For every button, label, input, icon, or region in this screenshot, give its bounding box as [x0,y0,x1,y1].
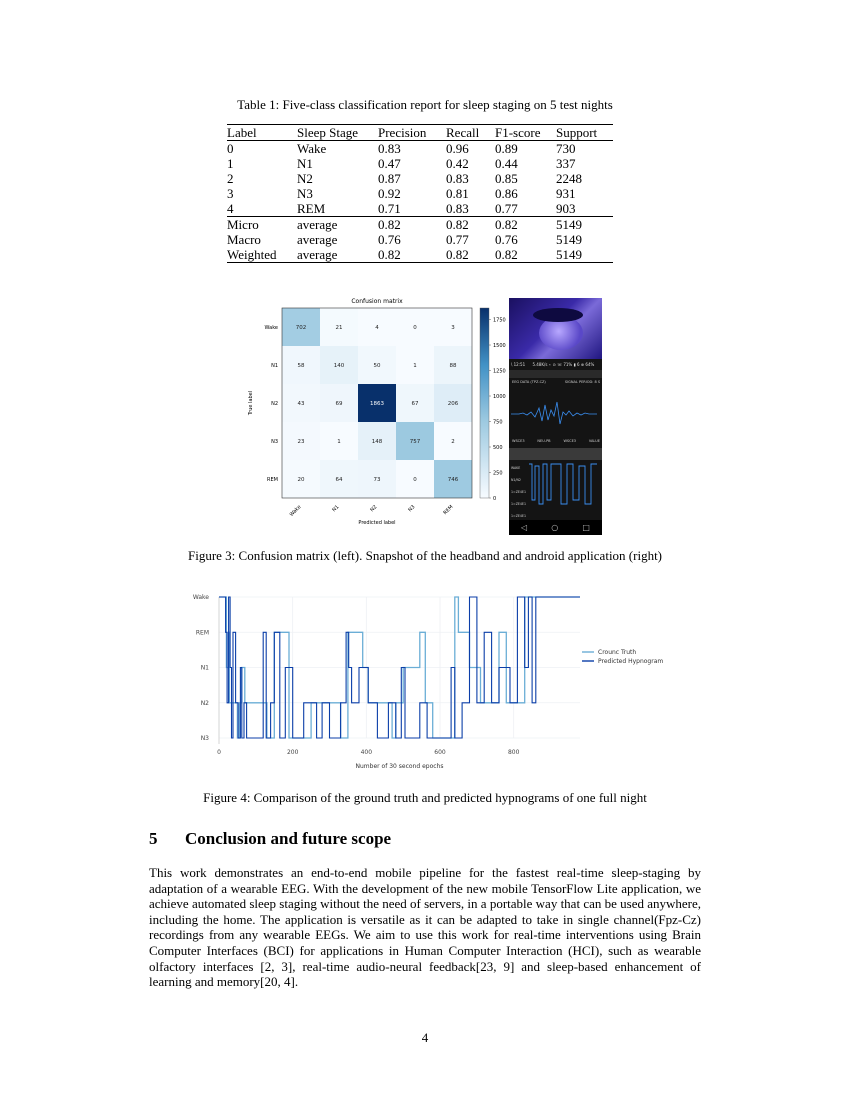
table-caption: Table 1: Five-class classification report for sleep staging on 5 test nights [237,97,613,112]
android-app-snapshot [509,298,602,535]
colorbar-tick-label: 500 [493,444,503,451]
matrix-value-label: 0 [413,325,417,331]
eeg-label-left: EEG DATA (TPZ-CZ) [512,380,546,384]
matrix-value-label: 20 [297,477,305,483]
phone-hypnogram-plot [527,460,599,512]
table-cell: 0.89 [495,141,518,156]
section-number: 5 [149,829,158,848]
table-cell: Weighted [227,247,277,262]
band-label: WSCE3 [563,439,577,443]
figure3-caption: Figure 3: Confusion matrix (left). Snapshot of the headband and android application (right) [187,548,663,563]
table-cell: 0.96 [446,141,469,156]
table-cell: average [297,232,338,247]
table-cell: REM [297,201,326,216]
table-cell: 5149 [556,217,582,232]
recents-nav-icon[interactable]: □ [582,523,590,532]
table-cell: 0.92 [378,186,401,201]
matrix-value-label: 69 [335,401,343,407]
colorbar [480,308,489,498]
matrix-value-label: 64 [335,477,343,483]
col-header-support: Support [556,125,598,140]
y-tick-label: Wake [192,594,209,601]
table-cell: 0.82 [446,247,469,262]
hyp-level-label: 1=ZE4E1 [511,514,526,518]
matrix-value-label: 43 [297,401,305,407]
table-cell: 0.71 [378,201,401,216]
back-nav-icon[interactable]: ◁ [521,523,528,532]
x-axis-label: Number of 30 second epochs [355,763,444,770]
colorbar-tick-label: 0 [493,495,497,502]
table-cell: 3 [227,186,234,201]
table-row [227,201,613,217]
section-body-paragraph: This work demonstrates an end-to-end mobile pipeline for the fastest real-time sleep-staging by adaptation of a wearable EEG. With the development of the new mobile TensorFlow Lite application, we achieve automated sleep staging without the need of servers, in a portable way that can be used anywhere, including the home. The application is versatile as it can be adapted to take in single channel(Fpz-Cz) recordings from any wearable EEGs. We aim to use this work for real-time interventions using Brain Computer Interfaces (BCI) for applications in Human Computer Interaction (HCI), such as wearable olfactory interfaces [2, 3], real-time audio-neural feedback[23, 9] and sleep-based enhancement of learning and memory[20, 4]. [149,865,701,990]
table-cell: 5149 [556,247,582,262]
matrix-value-label: 73 [373,477,381,483]
confusion-matrix-title: Confusion matrix [351,298,403,305]
table-cell: Wake [297,141,327,156]
col-header-f1: F1-score [495,125,541,140]
colorbar-tick-label: 1500 [493,342,506,349]
table-cell: Macro [227,232,261,247]
table-cell: N2 [297,171,313,186]
section-heading [149,829,391,849]
matrix-value-label: 746 [447,477,459,483]
x-axis-label: Predicted label [358,520,396,526]
hyp-level-label: WAKE [511,466,521,470]
table-cell: 0.83 [446,171,469,186]
matrix-value-label: 58 [297,363,305,369]
matrix-value-label: 757 [409,439,421,445]
colorbar-tick-label: 250 [493,470,503,477]
home-nav-icon[interactable]: ○ [551,523,559,532]
matrix-value-label: 1863 [370,401,384,407]
page-number: 4 [421,1030,429,1045]
y-tick-label: N3 [200,735,209,742]
matrix-value-label: 67 [411,401,419,407]
colorbar-tick-label: 1250 [493,368,506,375]
matrix-value-label: 50 [373,363,381,369]
y-tick-label: Wake [264,325,278,331]
y-tick-label: N2 [200,699,209,707]
x-tick-label: N2 [369,504,379,514]
table-cell: 0.83 [378,141,401,156]
matrix-value-label: 23 [297,439,305,445]
table-cell: 903 [556,201,576,216]
x-tick-label: 200 [286,749,299,756]
y-tick-label: N1 [200,664,209,672]
table-cell: 931 [556,186,576,201]
table-cell: 0.76 [378,232,401,247]
headband-photo [509,298,602,359]
table-cell: 2 [227,171,234,186]
table-cell: 337 [556,156,576,171]
x-tick-label: 800 [507,749,520,756]
table-cell: 0.82 [378,247,401,262]
figure4-caption: Figure 4: Comparison of the ground truth and predicted hypnograms of one full night [203,790,647,805]
matrix-value-label: 3 [451,325,455,331]
table-cell: 0.82 [495,247,518,262]
col-header-recall: Recall [446,125,480,140]
table-row [227,186,613,201]
y-tick-label: REM [267,477,278,483]
table-cell: 0.82 [495,217,518,232]
matrix-value-label: 148 [371,439,383,445]
x-tick-label: Wake [288,504,303,518]
hyp-level-label: N1/N2 [511,478,521,482]
matrix-value-label: 0 [413,477,417,483]
table-row [227,171,613,186]
x-tick-label: REM [442,504,455,517]
y-axis-label: True label [248,390,254,416]
legend-label: Predicted Hypnogram [598,658,664,665]
table-cell: 0.87 [378,171,401,186]
y-tick-label: REM [195,629,209,637]
table-cell: 0.44 [495,156,518,171]
band-label: WSCE3 [512,439,525,443]
table-cell: N1 [297,156,313,171]
y-tick-label: N2 [271,401,278,407]
phone-status-icons: 5.48K/s ⋆ ⊙ ☏ 71% ▮ 6 ⊕ 64% [532,362,595,367]
x-tick-label: N1 [331,504,341,514]
colorbar-tick-label: 750 [493,419,503,426]
table-cell: 0.85 [495,171,518,186]
matrix-value-label: 1 [337,439,341,445]
table-cell: Micro [227,217,259,232]
colorbar-tick-label: 1750 [493,317,506,324]
matrix-value-label: 1 [413,363,417,369]
table-cell: 5149 [556,232,582,247]
table-cell: 0.86 [495,186,518,201]
table-cell: average [297,247,338,262]
confusion-matrix-figure [232,296,522,540]
eeg-label-right: SIGNAL PERIOD: 8 S [564,380,601,384]
table-cell: 0.47 [378,156,401,171]
band-label: NEU-PB [537,439,551,443]
table-row [227,156,613,171]
colorbar-tick-label: 1000 [493,393,506,400]
table-cell: 0.82 [378,217,401,232]
y-tick-label: N1 [271,363,278,369]
matrix-value-label: 140 [333,363,345,369]
x-tick-label: 400 [360,749,373,756]
table-cell: 0.82 [446,217,469,232]
section-title: Conclusion and future scope [185,829,392,848]
table-row [227,247,613,263]
hypnogram-comparison-figure [170,580,680,775]
table-cell: 2248 [556,171,582,186]
classification-report-table [227,124,613,263]
band-label: VALUE [588,439,600,443]
table-cell: 0.77 [495,201,518,216]
matrix-value-label: 2 [451,439,455,445]
table-cell: 0.77 [446,232,469,247]
matrix-value-label: 88 [449,363,457,369]
table-row [227,232,613,247]
table-cell: 730 [556,141,576,156]
table-cell: 0.83 [446,201,469,216]
table-row [227,141,613,157]
table-cell: average [297,217,338,232]
matrix-value-label: 702 [295,325,307,331]
table-cell: 4 [227,201,234,216]
x-tick-label: 600 [434,749,446,756]
y-tick-label: N3 [271,439,278,445]
x-tick-label: N3 [407,504,417,514]
table-cell: 0 [227,141,234,156]
col-header-stage: Sleep Stage [297,125,359,140]
table-cell: 0.81 [446,186,469,201]
matrix-value-label: 206 [447,401,459,407]
table-row [227,217,613,233]
matrix-value-label: 21 [335,325,343,331]
x-tick-label: 0 [217,749,221,756]
legend-label: Crounc Truth [598,649,637,656]
phone-status-time: \ 12:51 [511,362,526,367]
col-header-label: Label [227,125,257,140]
table-cell: 0.42 [446,156,469,171]
hyp-level-label: 1=ZE4E1 [511,502,526,506]
table-cell: 1 [227,156,234,171]
col-header-precision: Precision [378,125,427,140]
eeg-signal-plot [509,390,602,434]
hyp-level-label: 1=ZE4E1 [511,490,526,494]
table-cell: 0.76 [495,232,518,247]
matrix-value-label: 4 [375,325,379,331]
table-cell: N3 [297,186,313,201]
